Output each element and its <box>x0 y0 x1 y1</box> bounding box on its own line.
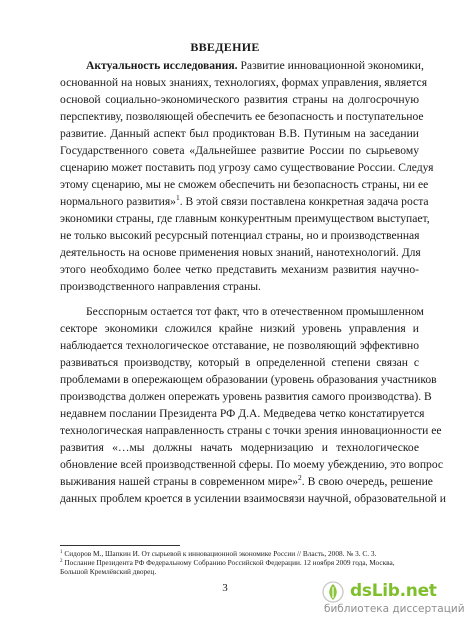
text-line: сценарию может поставить под угрозу само существование России. Следуя <box>60 161 434 174</box>
text-line: обновление всей производственной сферы. По моему убеждению, это вопрос <box>60 458 444 471</box>
text-line: перспективу, позволяющей обеспечить ее безопасность и поступательное <box>60 110 424 123</box>
footnote-2-continued: Большой Кремлёвский дворец. <box>60 567 157 576</box>
text-line: основой социально-экономического развития страны на долгосрочную <box>60 93 419 106</box>
text-line: недавнем послании Президента РФ Д.А. Медведева четко констатируется <box>60 407 425 420</box>
text-line: данных проблем кроется в усилении взаимосвязи научной, образовательной и <box>60 492 446 505</box>
footnote-1: $^1$ Сидоров М., Шапкин И. От сырьевой к инновационной экономике России // Власть, 2008. № 3. С. 3. <box>60 549 377 558</box>
text-line: технологическая направленность страны с точки зрения инновационности ее <box>60 424 442 437</box>
footnote-divider <box>60 545 180 546</box>
dslib-logo-icon <box>322 581 344 603</box>
text-line: проблемами в опережающем образовании (уровень образования участников <box>60 373 437 386</box>
footnote-ref-2[interactable]: 2 <box>298 473 302 482</box>
watermark-brand[interactable]: dsLib.net <box>350 581 437 601</box>
text-line: производства должен опережать уровень развития самого производства). В <box>60 390 432 403</box>
text-line: деятельность на основе применения новых знаний, нанотехнологий. Для <box>60 246 421 259</box>
watermark <box>322 581 465 617</box>
text-line: развития «…мы должны начать модернизацию и технологическое <box>60 441 419 454</box>
text-line: этому сценарию, мы не сможем обеспечить ни безопасность страны, ни ее <box>60 178 429 191</box>
text-line: экономики страны, где главным конкурентным преимуществом выступает, <box>60 212 430 225</box>
text-line: Государственного совета «Дальнейшее развитие России по сырьевому <box>60 144 419 157</box>
text-line: нормального развития»$^1$. В этой связи поставлена конкретная задача роста <box>60 193 429 208</box>
text-line: не только высокий ресурсный потенциал страны, но и производственная <box>60 229 420 242</box>
text-line: наблюдается технологическое отставание, не позволяющий эффективно <box>60 339 419 352</box>
text-line: выживания нашей страны в современном мире»$^2$. В свою очередь, решение <box>60 473 433 488</box>
text-line: основанной на новых знаниях, технологиях, формах управления, является <box>60 76 428 89</box>
page-number: 3 <box>222 582 228 594</box>
text-line: Бесспорным остается тот факт, что в отечественном промышленном <box>86 305 424 318</box>
footnote-ref-1[interactable]: 1 <box>175 193 180 202</box>
text-line: развиваться производству, который в определенной степени связан с <box>60 356 419 369</box>
page-title: ВВЕДЕНИЕ <box>190 40 260 54</box>
text-line: секторе экономики сложился крайне низкий уровень управления и <box>60 322 419 335</box>
section-heading: Актуальность исследования. <box>86 59 238 72</box>
text-line: развитие. Данный аспект был продиктован В.В. Путиным на заседании <box>60 127 419 140</box>
text-line: Актуальность исследования. Развитие инновационной экономики, <box>86 59 424 72</box>
watermark-tagline: библиотека диссертаций <box>324 603 465 615</box>
footnote-2: $^2$ Послание Президента РФ Федеральному Собранию Российской Федерации. 12 ноября 2009 года, Москва, <box>60 558 395 567</box>
text-line: этого необходимо более четко представить механизм развития научно- <box>60 263 419 276</box>
text-line: производственного направления страны. <box>60 280 261 293</box>
